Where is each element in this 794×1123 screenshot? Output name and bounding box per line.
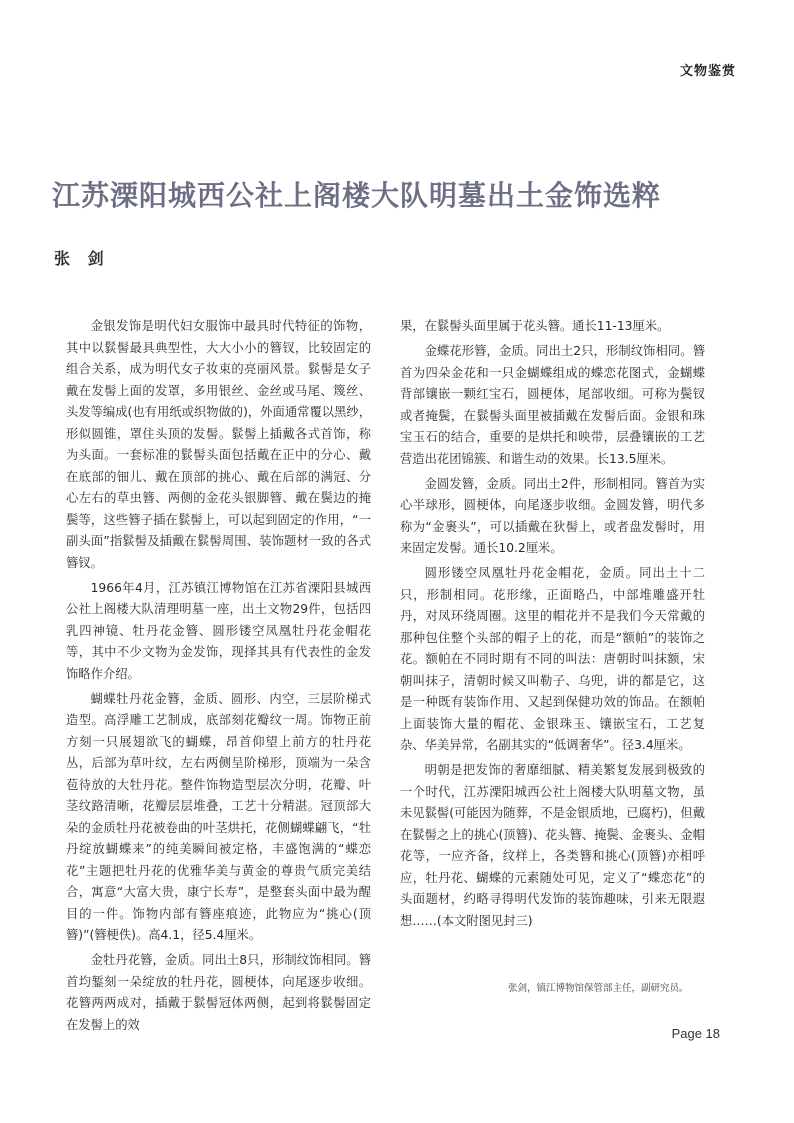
paragraph-continued: 果，在䯼髻头面里属于花头簪。通长11-13厘米。 xyxy=(400,319,670,333)
paragraph: 1966年4月，江苏镇江博物馆在江苏省溧阳县城西公社上阁楼大队清理明墓一座，出土文物29件，包括四乳四神镜、牡丹花金簪、圆形镂空凤凰牡丹花金帽花等，其中不少文物为金发饰，现择其具有代表性的金发饰略作介绍。 xyxy=(66,580,371,681)
paragraph: 明朝是把发饰的奢靡细腻、精美繁复发展到极致的一个时代，江苏溧阳城西公社上阁楼大队明墓文物，虽未见䯼髻(可能因为随葬，不是金银质地，已腐朽)，但戴在䯼髻之上的挑心(顶簪)、花头簪、掩鬓、金裹头、金帽花等，一应齐备，纹样上，各类簪和挑心(顶簪)亦相呼应，牡丹花、蝴蝶的元素随处可见，定义了“蝶恋花”的头面题材，约略寻得明代发饰的装饰趣味，引来无限遐想……(本文附图见封三) xyxy=(400,763,705,928)
paragraph: 金银发饰是明代妇女服饰中最具时代特征的饰物，其中以䯼髻最具典型性，大大小小的簪钗，比较固定的组合关系，成为明代女子妆束的亮丽风景。䯼髻是女子戴在发髻上面的发罩，多用银丝、金丝或马尾、篾丝、头发等编成(也有用纸或织物做的)，外面通常覆以黑纱，形似圆锥，罩住头顶的发髻。䯼髻上插戴各式首饰，称为头面。一套标准的䯼髻头面包括戴在正中的分心、戴在底部的钿儿、戴在顶部的挑心、戴在后部的满冠、分心左右的草虫簪、两侧的金花头银脚簪、戴在鬓边的掩鬓等，这些簪子插在䯼髻上，可以起到固定的作用，“一副头面”指䯼髻及插戴在䯼髻周围、装饰题材一致的各式簪钗。 xyxy=(66,319,371,570)
left-column xyxy=(66,316,371,1040)
right-column xyxy=(400,316,705,936)
paragraph: 金圆发簪，金质。同出土2件，形制相同。簪首为实心半球形，圆梗体，向尾逐步收细。金圆发簪，明代多称为“金裹头”，可以插戴在狄髻上，或者盘发髻时，用来固定发髻。通长10.2厘米。 xyxy=(400,476,705,555)
article-title: 江苏溧阳城西公社上阁楼大队明墓出土金饰选粹 xyxy=(52,179,662,212)
page-number: Page 18 xyxy=(671,1026,720,1041)
paragraph: 蝴蝶牡丹花金簪，金质、圆形、内空，三层阶梯式造型。高浮雕工艺制成，底部刻花瓣纹一周。饰物正前方刻一只展翅欲飞的蝴蝶，昂首仰望上前方的牡丹花丛，后部为草叶纹，左右两侧呈阶梯形，顶端为一朵含苞待放的大牡丹花。整件饰物造型层次分明，花瓣、叶茎纹路清晰，花瓣层层堆叠，工艺十分精湛。冠顶部大朵的金质牡丹花被卷曲的叶茎烘托，花侧蝴蝶翩飞，“牡丹绽放蝴蝶来”的纯美瞬间被定格，丰盛饱满的“蝶恋花”主题把牡丹花的优雅华美与黄金的尊贵气质完美结合，寓意“大富大贵，康宁长寿”，是整套头面中最为醒目的一件。饰物内部有簪座痕迹，此物应为“挑心(顶簪)”(簪梗佚)。高4.1，径5.4厘米。 xyxy=(66,691,371,942)
paragraph: 金牡丹花簪，金质。同出土8只，形制纹饰相同。簪首均錾刻一朵绽放的牡丹花，圆梗体，向尾逐步收细。花簪两两成对，插戴于䯼髻冠体两侧，起到将䯼髻固定在发髻上的效 xyxy=(66,953,371,1032)
author-note: 张剑，镇江博物馆保管部主任，副研究员。 xyxy=(508,983,689,994)
author-name: 张 剑 xyxy=(54,249,110,268)
paragraph: 圆形镂空凤凰牡丹花金帽花，金质。同出土十二只，形制相同。花形缘，正面略凸，中部堆雕盛开牡丹，对凤环绕周圈。这里的帽花并不是我们今天常戴的那种包住整个头部的帽子上的花，而是“额帕”的装饰之花。额帕在不同时期有不同的叫法：唐朝时叫抹额，宋朝叫抹子，清朝时候又叫勒子、乌兜，讲的都是它，这是一种既有装饰作用、又起到保健功效的饰品。在额帕上面装饰大量的帽花、金银珠玉、镶嵌宝石，工艺复杂、华美异常，名副其实的“低调奢华”。径3.4厘米。 xyxy=(400,566,705,752)
section-tag: 文物鉴赏 xyxy=(679,64,736,79)
paragraph: 金蝶花形簪，金质。同出土2只，形制纹饰相同。簪首为四朵金花和一只金蝴蝶组成的蝶恋花图式，金蝴蝶背部镶嵌一颗红宝石，圆梗体，尾部收细。可称为鬓钗或者掩鬓，在䯼髻头面里被插戴在发髻后面。金银和珠宝玉石的结合，重要的是烘托和映带，层叠镶嵌的工艺营造出花团锦簇、和谐生动的效果。长13.5厘米。 xyxy=(400,344,705,466)
